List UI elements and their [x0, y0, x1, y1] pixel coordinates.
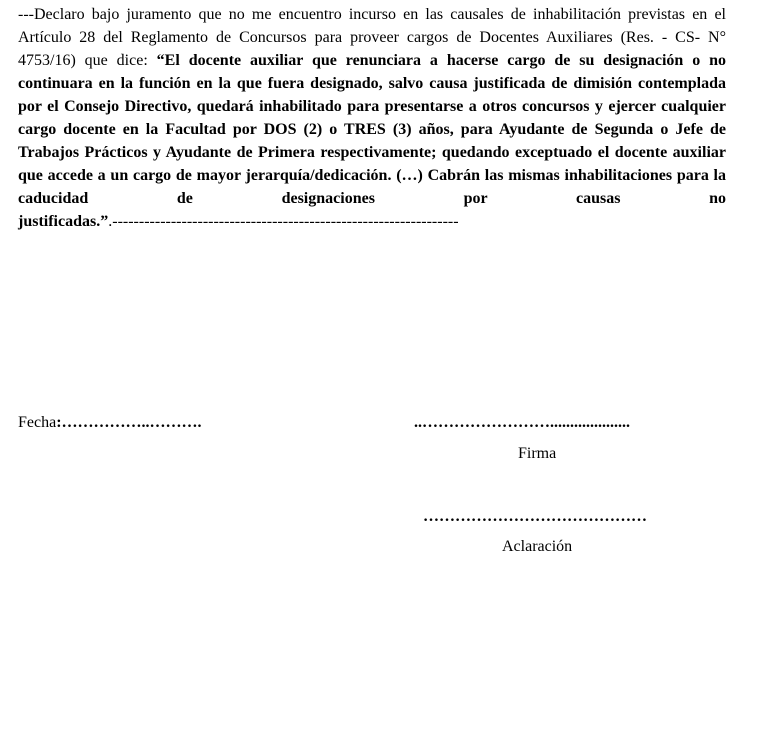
clarification-line: ……………………………………: [423, 508, 647, 525]
date-label: Fecha: [18, 414, 57, 431]
clarification-label: Aclaración: [502, 538, 573, 555]
regulation-quote: “El docente auxiliar que renunciara a hacerse cargo de su designación o no continuara en la función en la que fuera designado, salvo causa justificada de dimisión contemplada por el Consejo Directivo, quedará inhabilitado para presentarse a otros concursos y ejercer cualquier cargo docente en la Facultad por DOS (2) o TRES (3) años, para Ayudante de Segunda o Jefe de Trabajos Prácticos y Ayudante de Primera respectivamente; quedando exceptuado el docente auxiliar que accede a un cargo de mayor jerarquía/dedicación. (…) Cabrán las mismas inhabilitaciones para la caducidad de designaciones por causas no justificadas.”: [18, 52, 726, 230]
date-blank: :……………..……….: [56, 414, 202, 431]
sworn-declaration: [18, 3, 726, 233]
declaration-trailing-dashes: .-----------------------------------------------------------------: [108, 213, 459, 230]
declaration-intro: ---Declaro bajo juramento que no me encuentro incurso en las causales de inhabilitación previstas en el Artículo 28 del Reglamento de Concursos para proveer cargos de Docentes Auxiliares (Res. - CS- N° 4753/16) que dice:: [18, 6, 726, 69]
signature-label: Firma: [518, 445, 557, 462]
signature-line: ..……………………....................: [414, 414, 630, 431]
date-field: [18, 414, 202, 432]
